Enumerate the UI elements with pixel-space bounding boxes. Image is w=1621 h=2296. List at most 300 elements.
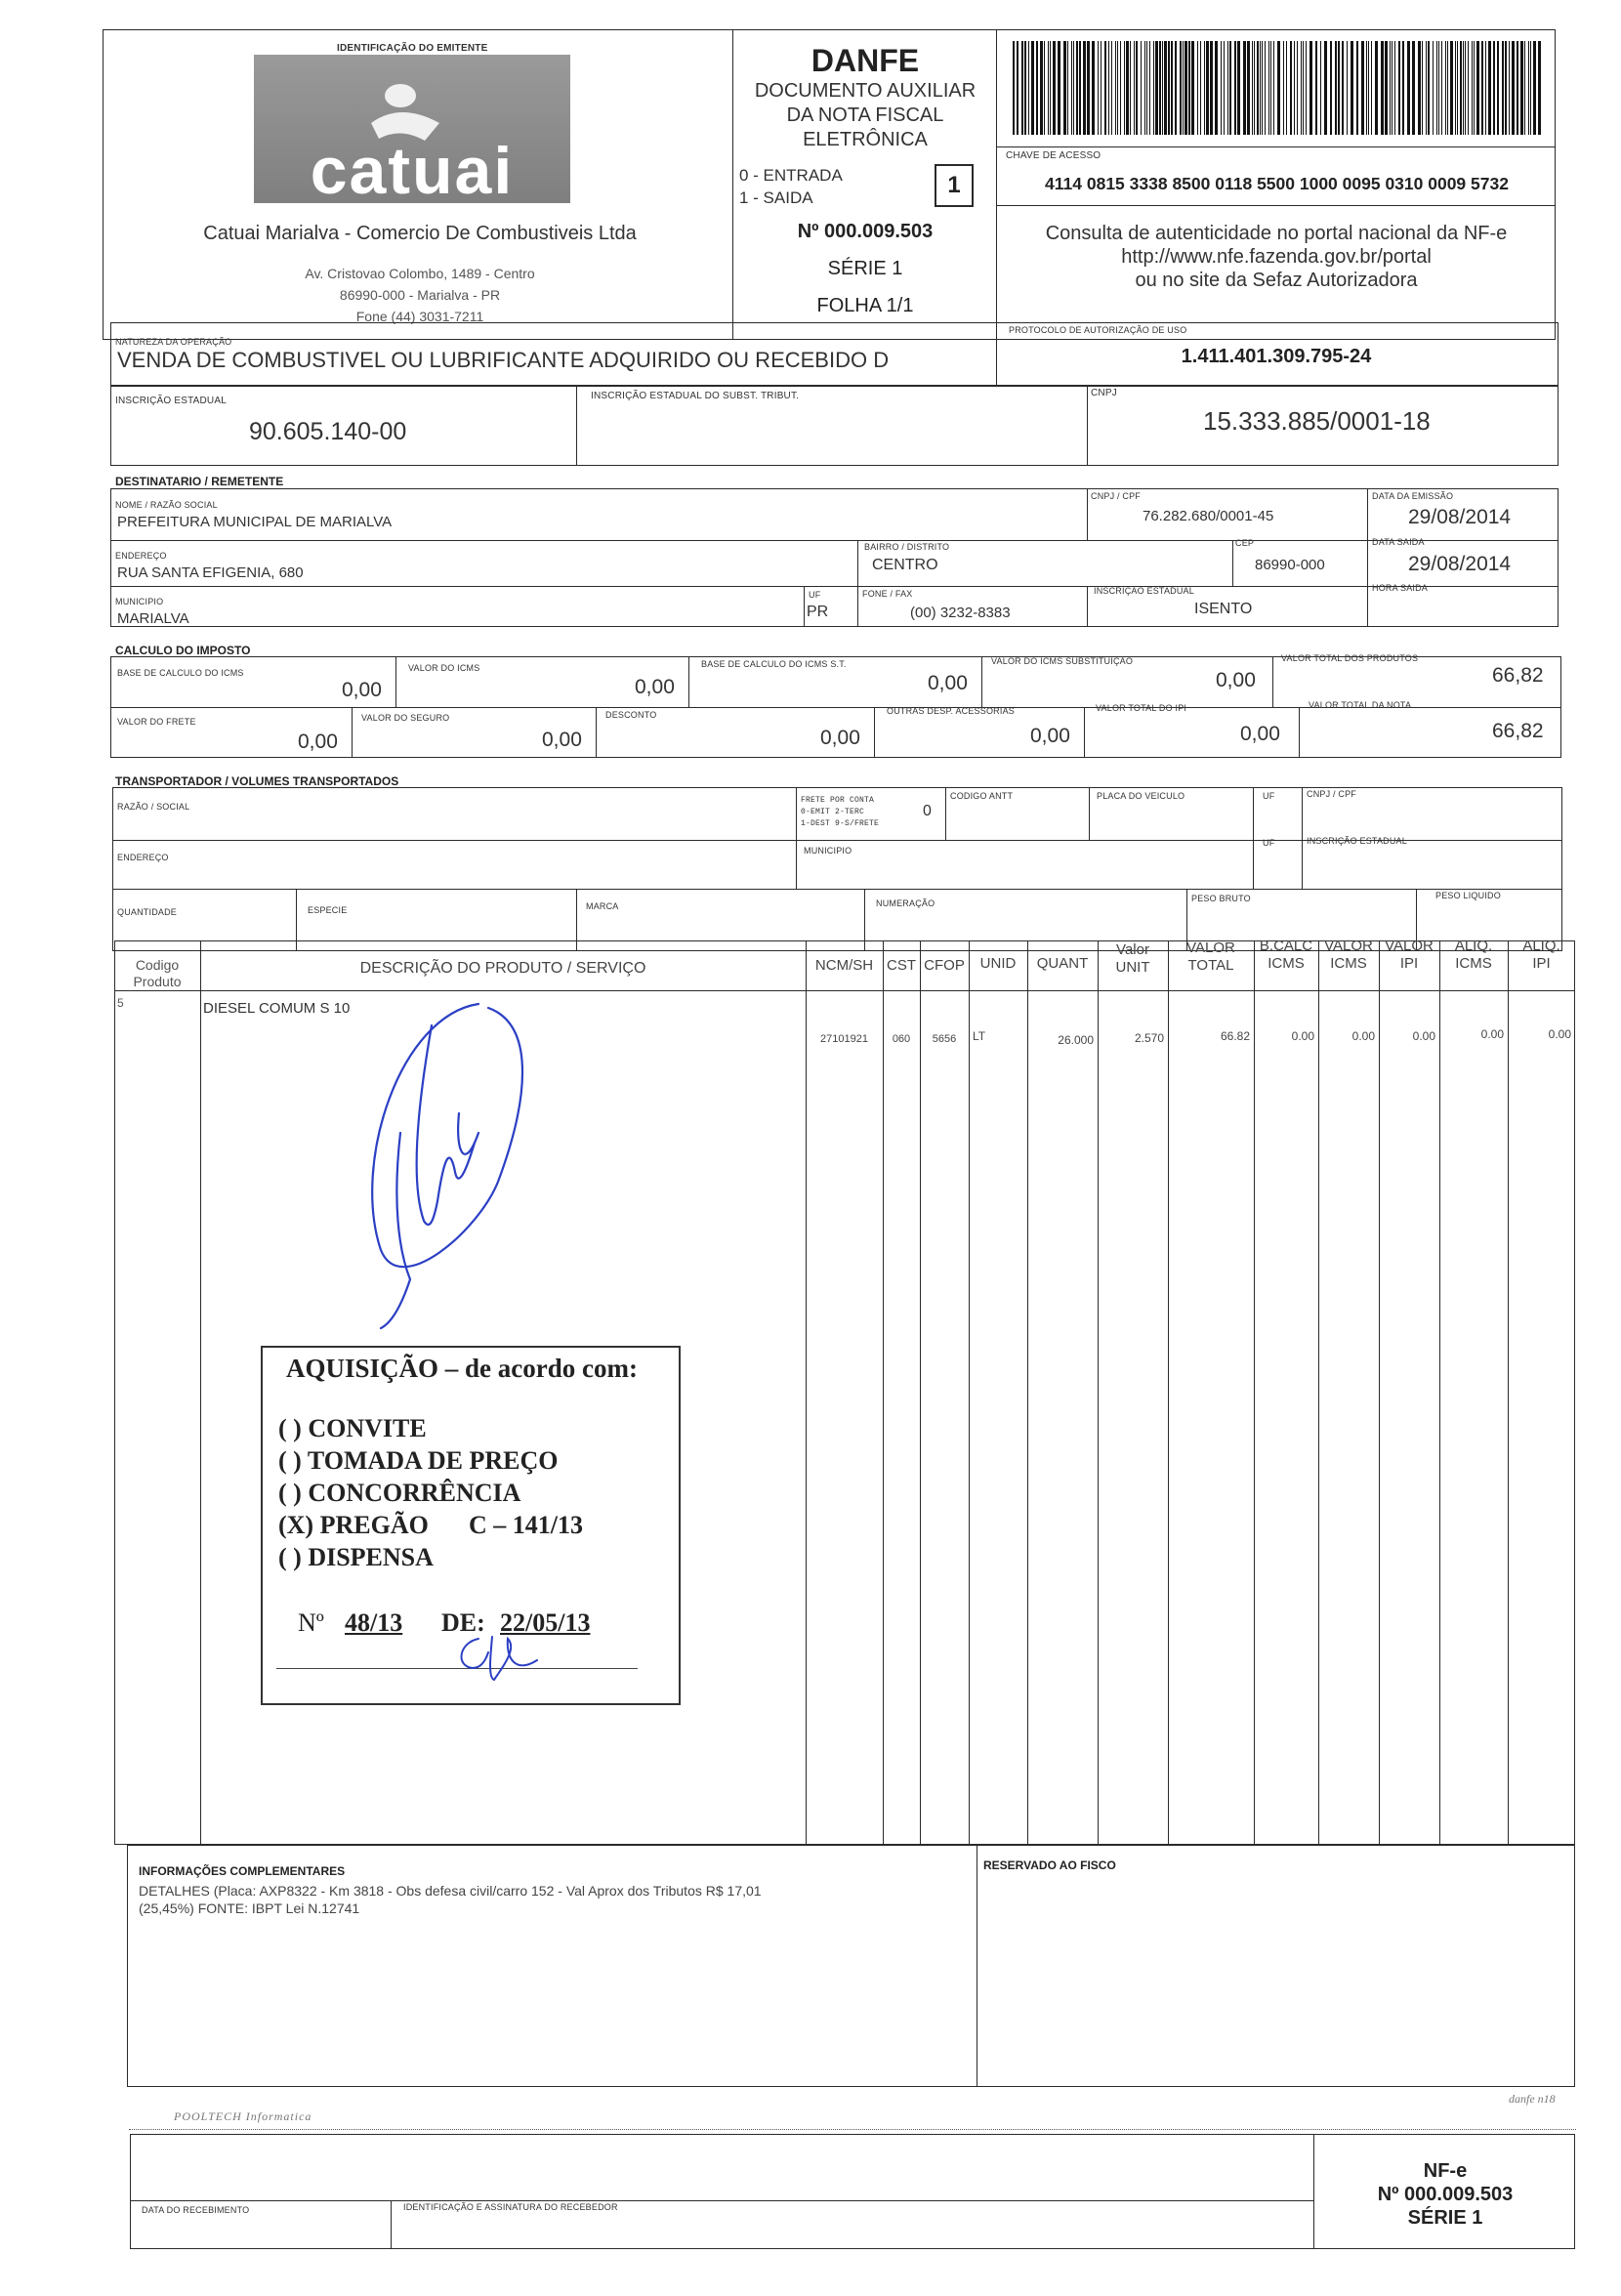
base-icms-value: 0,00 (342, 679, 382, 701)
consulta-line-2: http://www.nfe.fazenda.gov.br/portal (1121, 246, 1432, 268)
barcode-bar (1124, 41, 1125, 135)
td-vicms: 0.00 (1351, 1029, 1375, 1043)
barcode-bar (1210, 41, 1213, 135)
barcode-bar (1283, 41, 1284, 135)
rec-ie-label: INSCRIÇÃO ESTADUAL (1094, 586, 1194, 596)
barcode-bar (1191, 41, 1194, 135)
cep-label: CEP (1235, 538, 1255, 548)
info-comp-line-1: DETALHES (Placa: AXP8322 - Km 3818 - Obs defesa civil/carro 152 - Val Aprox dos Tributos R$ 17,01 (139, 1883, 762, 1899)
barcode-bar (1335, 41, 1337, 135)
divider (110, 540, 1559, 541)
divider (732, 29, 733, 340)
barcode-bar (1197, 41, 1198, 135)
divider (1272, 656, 1273, 707)
barcode-bar (1215, 41, 1218, 135)
info-comp-line-2: (25,45%) FONTE: IBPT Lei N.12741 (139, 1900, 360, 1916)
td-quant: 26.000 (1058, 1033, 1094, 1047)
barcode-bar (1252, 41, 1253, 135)
th-vicms-1: VALOR (1324, 938, 1373, 954)
barcode-bar (1227, 41, 1228, 135)
barcode-bar (1076, 41, 1078, 135)
barcode-bar (1524, 41, 1525, 135)
barcode-bar (1418, 41, 1421, 135)
t-uf2-label: UF (1263, 838, 1275, 848)
ie-st-label: INSCRIÇÃO ESTADUAL DO SUBST. TRIBUT. (591, 391, 800, 401)
cut-line (129, 2129, 1576, 2130)
barcode-bar (1426, 41, 1427, 135)
endereco-value: RUA SANTA EFIGENIA, 680 (117, 564, 304, 581)
barcode-bar (1273, 41, 1274, 135)
th-vipi-1: VALOR (1385, 938, 1434, 954)
barcode-bar (1342, 41, 1344, 135)
barcode-bar (1528, 41, 1529, 135)
quantidade-label: QUANTIDADE (117, 907, 178, 917)
td-descricao: DIESEL COMUM S 10 (203, 1000, 351, 1017)
td-cfop: 5656 (932, 1033, 957, 1045)
barcode-bar (1204, 41, 1205, 135)
barcode-bar (1040, 41, 1043, 135)
barcode-bar (1306, 41, 1307, 135)
barcode-bar (1044, 41, 1045, 135)
t-endereco-label: ENDEREÇO (117, 853, 169, 862)
emissao-value: 29/08/2014 (1408, 506, 1512, 528)
divider (804, 586, 805, 627)
ipi-value: 0,00 (1240, 723, 1280, 745)
barcode-bar (1438, 41, 1439, 135)
barcode-bar (1153, 41, 1154, 135)
barcode-bar (1262, 41, 1263, 135)
ie-label: INSCRIÇÃO ESTADUAL (115, 396, 227, 406)
stub-nfe: NF-e (1423, 2160, 1468, 2182)
especie-label: ESPECIE (308, 905, 348, 915)
barcode-bar (1188, 41, 1190, 135)
barcode-bar (1468, 41, 1469, 135)
barcode-bar (1520, 41, 1523, 135)
barcode-bar (1268, 41, 1269, 135)
barcode-bar (1436, 41, 1437, 135)
bairro-value: CENTRO (872, 557, 938, 573)
barcode-bar (1144, 41, 1145, 135)
stamp-data-prefix: DE: (441, 1608, 485, 1637)
barcode-bar (1200, 41, 1201, 135)
frete-conta-2: 0-EMIT 2-TERC (801, 808, 865, 816)
barcode-bar (1493, 41, 1495, 135)
barcode-bar (1183, 41, 1184, 135)
barcode-bar (1073, 41, 1074, 135)
assinatura-label: IDENTIFICAÇÃO E ASSINATURA DO RECEBEDOR (403, 2202, 618, 2212)
barcode-bar (1021, 41, 1023, 135)
barcode-bar (1136, 41, 1138, 135)
consulta-line-3: ou no site da Sefaz Autorizadora (1135, 270, 1418, 291)
danfe-subtitle-1: DOCUMENTO AUXILIAR (754, 80, 977, 102)
divider (996, 205, 1556, 206)
bairro-label: BAIRRO / DISTRITO (864, 542, 950, 552)
t-municipio-label: MUNICIPIO (804, 846, 852, 856)
barcode-bar (1254, 41, 1255, 135)
barcode-bar (1234, 41, 1236, 135)
barcode-bar (1457, 41, 1458, 135)
barcode-bar (1481, 41, 1483, 135)
rec-cnpj-value: 76.282.680/0001-45 (1143, 508, 1274, 524)
barcode-bar (1265, 41, 1266, 135)
barcode-bar (1428, 41, 1430, 135)
t-cnpj-label: CNPJ / CPF (1307, 789, 1357, 799)
valor-st-label: VALOR DO ICMS SUBSTITUIÇÃO (991, 656, 1134, 666)
column-divider (969, 940, 970, 1845)
emitter-logo (254, 55, 570, 208)
natureza-value: VENDA DE COMBUSTIVEL OU LUBRIFICANTE ADQUIRIDO OU RECEBIDO D (117, 348, 890, 372)
barcode-bar (1155, 41, 1158, 135)
frete-conta-3: 1-DEST 9-S/FRETE (801, 819, 880, 828)
divider (1232, 540, 1233, 586)
barcode-bar (1098, 41, 1099, 135)
barcode-bar (1509, 41, 1510, 135)
th-cst: CST (887, 957, 916, 974)
barcode-bar (1164, 41, 1167, 135)
barcode-bar (1320, 41, 1321, 135)
barcode-icon (1011, 39, 1548, 137)
fisco-label: RESERVADO AO FISCO (983, 1858, 1116, 1872)
barcode-bar (1455, 41, 1456, 135)
stamp-numero: 48/13 (345, 1608, 403, 1637)
barcode-bar (1168, 41, 1170, 135)
barcode-bar (1390, 41, 1391, 135)
emitter-cep-city: 86990-000 - Marialva - PR (339, 287, 501, 303)
barcode-bar (1031, 41, 1034, 135)
barcode-bar (1476, 41, 1479, 135)
outras-label: OUTRAS DESP. ACESSORIAS (887, 706, 1015, 716)
stub-serie: SÉRIE 1 (1407, 2207, 1483, 2229)
th-vunit-2: UNIT (1115, 959, 1150, 976)
barcode-bar (1472, 41, 1473, 135)
column-divider (200, 940, 201, 1845)
logo-text: catuai (310, 134, 515, 208)
barcode-bar (1381, 41, 1384, 135)
barcode-bar (1368, 41, 1369, 135)
barcode-bar (1533, 41, 1536, 135)
divider (576, 386, 577, 466)
barcode-bar (1297, 41, 1298, 135)
column-divider (1379, 940, 1380, 1845)
column-divider (920, 940, 921, 1845)
barcode-bar (1505, 41, 1507, 135)
emitter-phone: Fone (44) 3031-7211 (355, 309, 484, 324)
barcode-bar (1126, 41, 1129, 135)
th-aipi-1: ALIQ. (1522, 938, 1560, 954)
uf-value: PR (807, 604, 829, 620)
barcode-bar (1079, 41, 1081, 135)
td-aipi: 0.00 (1548, 1027, 1571, 1041)
barcode-bar (1036, 41, 1038, 135)
danfe-tipo: 1 (947, 172, 961, 198)
barcode-bar (1315, 41, 1317, 135)
barcode-bar (1488, 41, 1491, 135)
barcode-bar (1407, 41, 1410, 135)
th-bcalc-2: ICMS (1268, 955, 1305, 972)
t-uf-label: UF (1263, 791, 1275, 801)
nome-label: NOME / RAZÃO SOCIAL (115, 500, 218, 510)
base-st-label: BASE DE CALCULO DO ICMS S.T. (701, 659, 847, 669)
ipi-label: VALOR TOTAL DO IPI (1096, 703, 1187, 713)
barcode-bar (1028, 41, 1029, 135)
barcode-bar (1371, 41, 1372, 135)
valor-icms-value: 0,00 (635, 676, 675, 698)
divider (112, 889, 1562, 890)
td-bcalc: 0.00 (1291, 1029, 1314, 1043)
barcode-bar (1149, 41, 1150, 135)
barcode-bar (1058, 41, 1060, 135)
seguro-label: VALOR DO SEGURO (361, 713, 450, 723)
barcode-bar (1257, 41, 1259, 135)
barcode-bar (1412, 41, 1415, 135)
barcode-bar (1270, 41, 1271, 135)
valor-st-value: 0,00 (1216, 669, 1256, 691)
barcode-bar (1338, 41, 1340, 135)
barcode-bar (1538, 41, 1541, 135)
barcode-bar (1050, 41, 1051, 135)
total-nota-value: 66,82 (1492, 720, 1544, 742)
divider (1253, 787, 1254, 889)
rec-ie-value: ISENTO (1194, 601, 1253, 617)
th-unid: UNID (979, 955, 1017, 972)
fone-value: (00) 3232-8383 (910, 605, 1011, 621)
divider (1087, 488, 1088, 540)
divider (796, 787, 797, 889)
tax-section: CALCULO DO IMPOSTO (115, 644, 251, 657)
barcode-bar (1385, 41, 1388, 135)
barcode-bar (1115, 41, 1116, 135)
barcode-bar (1497, 41, 1499, 135)
recipient-block (110, 488, 1559, 627)
divider (352, 707, 353, 758)
th-quant: QUANT (1036, 955, 1089, 972)
th-ncm: NCM/SH (814, 957, 874, 974)
barcode-bar (1130, 41, 1131, 135)
barcode-bar (1104, 41, 1106, 135)
barcode-bar (1159, 41, 1161, 135)
td-unid: LT (973, 1029, 986, 1043)
peso-liquido-label: PESO LIQUIDO (1435, 891, 1501, 900)
danfe-title: DANFE (810, 43, 920, 78)
municipio-label: MUNICIPIO (115, 597, 164, 606)
signature-scribble (342, 986, 576, 1338)
barcode-bar (1108, 41, 1109, 135)
barcode-bar (1067, 41, 1068, 135)
valor-icms-label: VALOR DO ICMS (408, 663, 480, 673)
barcode-bar (1146, 41, 1147, 135)
endereco-label: ENDEREÇO (115, 551, 167, 561)
barcode-bar (1120, 41, 1121, 135)
municipio-value: MARIALVA (117, 610, 189, 627)
barcode-bar (1460, 41, 1462, 135)
barcode-bar (1162, 41, 1163, 135)
divider (981, 656, 982, 707)
protocolo-label: PROTOCOLO DE AUTORIZAÇÃO DE USO (1009, 325, 1187, 335)
th-aipi-2: IPI (1532, 955, 1551, 972)
th-cfop: CFOP (924, 957, 965, 974)
peso-bruto-label: PESO BRUTO (1191, 894, 1251, 903)
th-vtotal-1: VALOR (1186, 939, 1235, 956)
barcode-bar (1398, 41, 1400, 135)
cep-value: 86990-000 (1255, 557, 1325, 573)
td-vipi: 0.00 (1412, 1029, 1435, 1043)
barcode-bar (1447, 41, 1448, 135)
divider (874, 707, 875, 758)
barcode-bar (1361, 41, 1364, 135)
divider (395, 656, 396, 707)
barcode-bar (1134, 41, 1135, 135)
stamp-item-tomada: ( ) TOMADA DE PREÇO (278, 1446, 559, 1475)
divider (1084, 707, 1085, 758)
divider (596, 707, 597, 758)
info-block (127, 1845, 1575, 2087)
column-divider (1027, 940, 1028, 1845)
divider (391, 2200, 392, 2249)
barcode-bar (1324, 41, 1327, 135)
barcode-bar (1394, 41, 1395, 135)
danfe-folha: FOLHA 1/1 (816, 295, 914, 316)
column-divider (883, 940, 884, 1845)
divider (996, 146, 1556, 147)
barcode-bar (1024, 41, 1026, 135)
barcode-bar (1351, 41, 1353, 135)
marca-label: MARCA (586, 901, 619, 911)
emissao-label: DATA DA EMISSÃO (1372, 491, 1454, 501)
fone-label: FONE / FAX (862, 589, 913, 599)
seguro-value: 0,00 (542, 729, 582, 751)
barcode-bar (1111, 41, 1112, 135)
barcode-bar (1185, 41, 1187, 135)
divider (688, 656, 689, 707)
barcode-bar (1375, 41, 1378, 135)
th-vtotal-2: TOTAL (1187, 957, 1234, 974)
barcode-bar (1465, 41, 1466, 135)
th-bcalc-1: B.CALC (1259, 938, 1313, 954)
stamp-item-pregao: (X) PREGÃO (278, 1511, 429, 1539)
base-st-value: 0,00 (928, 672, 968, 694)
divider (110, 586, 1559, 587)
desconto-label: DESCONTO (605, 710, 657, 720)
barcode-bar (1463, 41, 1464, 135)
barcode-bar (1141, 41, 1142, 135)
products-header-divider (114, 990, 1575, 991)
barcode-bar (1301, 41, 1302, 135)
barcode-bar (1286, 41, 1287, 135)
stamp-item-convite: ( ) CONVITE (278, 1414, 427, 1442)
total-prod-value: 66,82 (1492, 664, 1544, 687)
consulta-line-1: Consulta de autenticidade no portal nacional da NF-e (1045, 223, 1508, 244)
divider (1313, 2134, 1314, 2249)
emitter-name: Catuai Marialva - Comercio De Combustiveis Ltda (203, 223, 637, 244)
column-divider (806, 940, 807, 1845)
divider (1367, 488, 1368, 627)
th-vunit-1: Valor (1116, 941, 1149, 958)
divider (1302, 787, 1303, 889)
th-descricao: DESCRIÇÃO DO PRODUTO / SERVIÇO (359, 960, 646, 977)
cnpj-label: CNPJ (1091, 388, 1117, 398)
razao-label: RAZÃO / SOCIAL (117, 802, 190, 812)
barcode-bar (1330, 41, 1332, 135)
barcode-bar (1260, 41, 1261, 135)
nome-value: PREFEITURA MUNICIPAL DE MARIALVA (117, 514, 393, 530)
stamp-item-concorrencia: ( ) CONCORRÊNCIA (278, 1479, 521, 1507)
footer-software: POOLTECH Informatica (174, 2109, 312, 2123)
barcode-bar (1063, 41, 1066, 135)
info-comp-label: INFORMAÇÕES COMPLEMENTARES (139, 1864, 346, 1878)
barcode-bar (1247, 41, 1250, 135)
danfe-tipo-box (935, 164, 974, 207)
divider (857, 586, 858, 627)
barcode-bar (1485, 41, 1486, 135)
divider (945, 787, 946, 840)
danfe-numero: Nº 000.009.503 (797, 221, 934, 242)
barcode-bar (1224, 41, 1225, 135)
barcode-bar (1290, 41, 1292, 135)
td-codigo: 5 (117, 996, 124, 1010)
danfe-saida: 1 - SAIDA (739, 188, 813, 207)
barcode-bar (1053, 41, 1056, 135)
barcode-bar (1294, 41, 1295, 135)
chave-value: 4114 0815 3338 8500 0118 5500 1000 0095 0310 0009 5732 (1045, 174, 1509, 193)
barcode-bar (1517, 41, 1518, 135)
barcode-bar (1441, 41, 1442, 135)
total-prod-label: VALOR TOTAL DOS PRODUTOS (1281, 653, 1419, 663)
data-recebimento-label: DATA DO RECEBIMENTO (142, 2205, 250, 2215)
placa-label: PLACA DO VEICULO (1097, 791, 1185, 801)
th-codigo-1: Codigo (135, 957, 180, 973)
th-vipi-2: IPI (1399, 955, 1419, 972)
stamp-title: AQUISIÇÃO – de acordo com: (286, 1354, 638, 1383)
barcode-bar (1530, 41, 1531, 135)
danfe-subtitle-3: ELETRÔNICA (803, 129, 928, 150)
barcode-bar (1083, 41, 1086, 135)
footer-version: danfe n18 (1509, 2092, 1556, 2106)
saida-label: DATA SAIDA (1372, 537, 1425, 547)
th-vicms-2: ICMS (1330, 955, 1367, 972)
barcode-bar (1402, 41, 1404, 135)
td-vunit: 2.570 (1134, 1031, 1164, 1045)
natureza-label: NATUREZA DA OPERAÇÃO (115, 337, 232, 347)
td-ncm: 27101921 (820, 1033, 868, 1045)
barcode-bar (1422, 41, 1423, 135)
divider (1299, 707, 1300, 758)
barcode-bar (1171, 41, 1173, 135)
barcode-bar (1277, 41, 1280, 135)
barcode-bar (1450, 41, 1453, 135)
uf-label: UF (809, 590, 821, 600)
th-codigo-2: Produto (133, 974, 182, 989)
danfe-entrada: 0 - ENTRADA (739, 166, 843, 185)
barcode-bar (1243, 41, 1246, 135)
column-divider (1508, 940, 1509, 1845)
stamp-numero-prefix: Nº (298, 1608, 324, 1637)
barcode-bar (1087, 41, 1090, 135)
barcode-bar (1013, 41, 1015, 135)
base-icms-label: BASE DE CALCULO DO ICMS (117, 668, 244, 678)
frete-value: 0,00 (298, 731, 338, 753)
barcode-bar (1092, 41, 1095, 135)
danfe-subtitle-2: DA NOTA FISCAL (786, 104, 944, 126)
barcode-bar (1048, 41, 1049, 135)
barcode-bar (1180, 41, 1182, 135)
protocolo-value: 1.411.401.309.795-24 (1181, 346, 1372, 367)
th-aicms-1: ALIQ. (1454, 938, 1493, 954)
transport-section: TRANSPORTADOR / VOLUMES TRANSPORTADOS (115, 774, 399, 788)
barcode-bar (1512, 41, 1515, 135)
column-divider (1439, 940, 1440, 1845)
frete-conta-1: FRETE POR CONTA (801, 796, 875, 805)
barcode-bar (1117, 41, 1118, 135)
